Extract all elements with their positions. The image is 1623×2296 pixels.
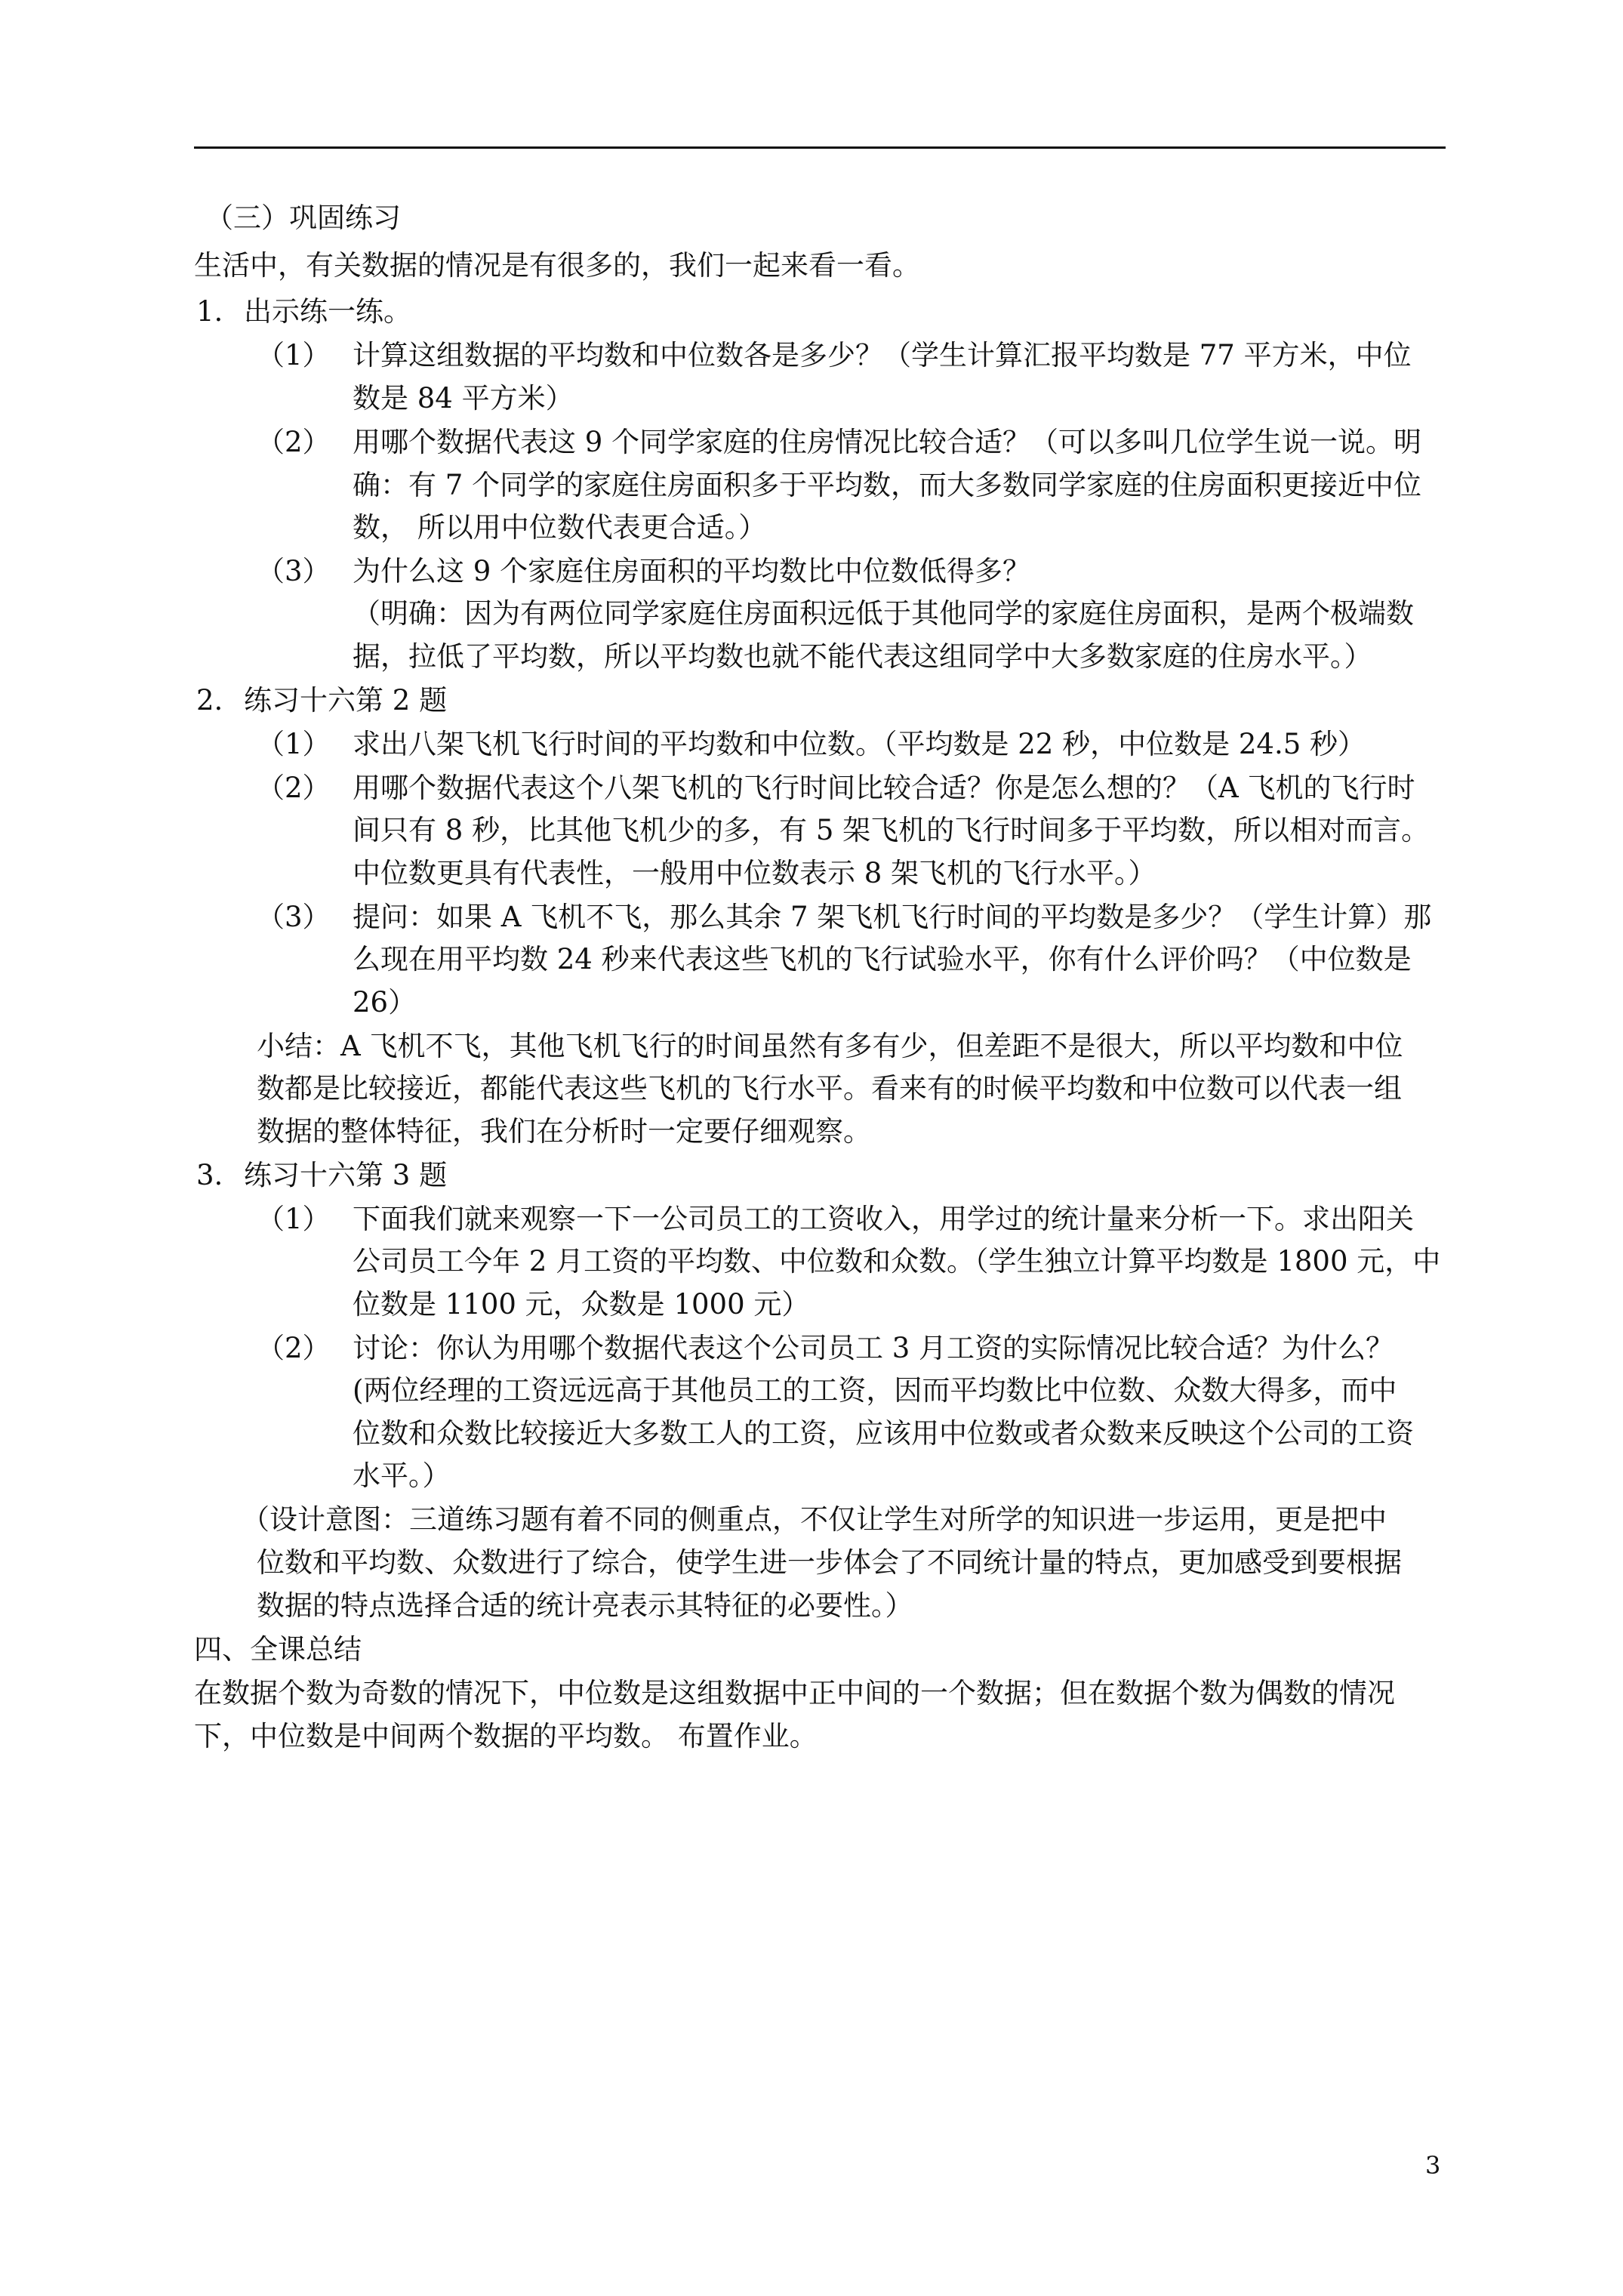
ex1-q2-line-1: 用哪个数据代表这 9 个同学家庭的住房情况比较合适？（可以多叫几位学生说一说。明 (353, 426, 1422, 458)
ex1-q2-number: （2） (257, 426, 331, 458)
ex2-q1-line-1: 求出八架飞机飞行时间的平均数和中位数。（平均数是 22 秒，中位数是 24.5 秒） (353, 728, 1366, 760)
ex3-q2-line-4: 水平。） (353, 1459, 451, 1492)
ex1-q2-line-2: 确：有 7 个同学的家庭住房面积多于平均数，而大多数同学家庭的住房面积更接近中位 (353, 469, 1422, 501)
ex3-q2-line-2: (两位经理的工资远远高于其他员工的工资，因而平均数比中位数、众数大得多，而中 (353, 1374, 1397, 1407)
design-intent-line-3: 数据的特点选择合适的统计亮表示其特征的必要性。） (257, 1589, 913, 1622)
ex3-q1-number: （1） (257, 1203, 331, 1235)
conclusion-line-2: 下，中位数是中间两个数据的平均数。 布置作业。 (194, 1720, 818, 1752)
ex2-summary-line-2: 数都是比较接近，都能代表这些飞机的飞行水平。看来有的时候平均数和中位数可以代表一组 (257, 1072, 1402, 1105)
exercise-3-title: 练习十六第 3 题 (244, 1159, 448, 1191)
exercise-3-number: 3. (196, 1159, 223, 1191)
ex1-q1-line-2: 数是 84 平方米） (353, 382, 574, 415)
header-rule (194, 146, 1446, 149)
ex3-q2-line-1: 讨论：你认为用哪个数据代表这个公司员工 3 月工资的实际情况比较合适？为什么？ (353, 1332, 1394, 1364)
page-number: 3 (1425, 2151, 1441, 2180)
ex1-q1-number: （1） (257, 339, 331, 371)
ex1-q2-line-3: 数， 所以用中位数代表更合适。） (353, 511, 767, 544)
ex2-q2-number: （2） (257, 772, 331, 804)
ex2-q2-line-3: 中位数更具有代表性，一般用中位数表示 8 架飞机的飞行水平。） (353, 857, 1156, 889)
conclusion-line-1: 在数据个数为奇数的情况下，中位数是这组数据中正中间的一个数据；但在数据个数为偶数的情况 (194, 1677, 1395, 1709)
ex3-q2-line-3: 位数和众数比较接近大多数工人的工资，应该用中位数或者众数来反映这个公司的工资 (353, 1417, 1414, 1450)
ex1-q3-line-1: 为什么这 9 个家庭住房面积的平均数比中位数低得多？ (353, 555, 1031, 587)
design-intent-line-2: 位数和平均数、众数进行了综合，使学生进一步体会了不同统计量的特点，更加感受到要根据 (257, 1546, 1402, 1579)
exercise-2-title: 练习十六第 2 题 (244, 684, 448, 717)
ex3-q1-line-2: 公司员工今年 2 月工资的平均数、中位数和众数。（学生独立计算平均数是 1800 元，中 (353, 1245, 1441, 1277)
section-4-heading: 四、全课总结 (194, 1633, 362, 1666)
ex3-q1-line-1: 下面我们就来观察一下一公司员工的工资收入，用学过的统计量来分析一下。求出阳关 (353, 1203, 1414, 1235)
ex3-q1-line-3: 位数是 1100 元，众数是 1000 元） (353, 1288, 810, 1321)
exercise-1-number: 1. (196, 295, 223, 328)
exercise-2-number: 2. (196, 684, 223, 717)
ex2-q3-line-2: 么现在用平均数 24 秒来代表这些飞机的飞行试验水平，你有什么评价吗？（中位数是 (353, 943, 1412, 975)
ex2-q3-line-3: 26） (353, 986, 417, 1019)
ex2-q1-number: （1） (257, 728, 331, 760)
ex2-q2-line-1: 用哪个数据代表这个八架飞机的飞行时间比较合适？你是怎么想的？（A 飞机的飞行时 (353, 772, 1415, 804)
ex1-q3-line-2: （明确：因为有两位同学家庭住房面积远低于其他同学的家庭住房面积，是两个极端数 (353, 597, 1414, 630)
ex2-summary-line-1: 小结：A 飞机不飞，其他飞机飞行的时间虽然有多有少，但差距不是很大，所以平均数和中位 (257, 1030, 1403, 1062)
ex2-summary-line-3: 数据的整体特征，我们在分析时一定要仔细观察。 (257, 1115, 871, 1148)
design-intent-line-1: （设计意图：三道练习题有着不同的侧重点，不仅让学生对所学的知识进一步运用，更是把中 (242, 1503, 1387, 1536)
intro-paragraph: 生活中，有关数据的情况是有很多的，我们一起来看一看。 (194, 249, 920, 282)
ex1-q1-line-1: 计算这组数据的平均数和中位数各是多少？（学生计算汇报平均数是 77 平方米，中位 (353, 339, 1412, 371)
ex1-q3-line-3: 据，拉低了平均数，所以平均数也就不能代表这组同学中大多数家庭的住房水平。） (353, 640, 1372, 673)
ex3-q2-number: （2） (257, 1332, 331, 1364)
ex1-q3-number: （3） (257, 555, 331, 587)
section-3-heading: （三）巩固练习 (205, 202, 401, 234)
ex2-q3-line-1: 提问：如果 A 飞机不飞，那么其余 7 架飞机飞行时间的平均数是多少？（学生计算）那 (353, 901, 1432, 933)
exercise-1-title: 出示练一练。 (244, 295, 411, 328)
ex2-q2-line-2: 间只有 8 秒，比其他飞机少的多，有 5 架飞机的飞行时间多于平均数，所以相对而言。 (353, 814, 1430, 846)
ex2-q3-number: （3） (257, 901, 331, 933)
